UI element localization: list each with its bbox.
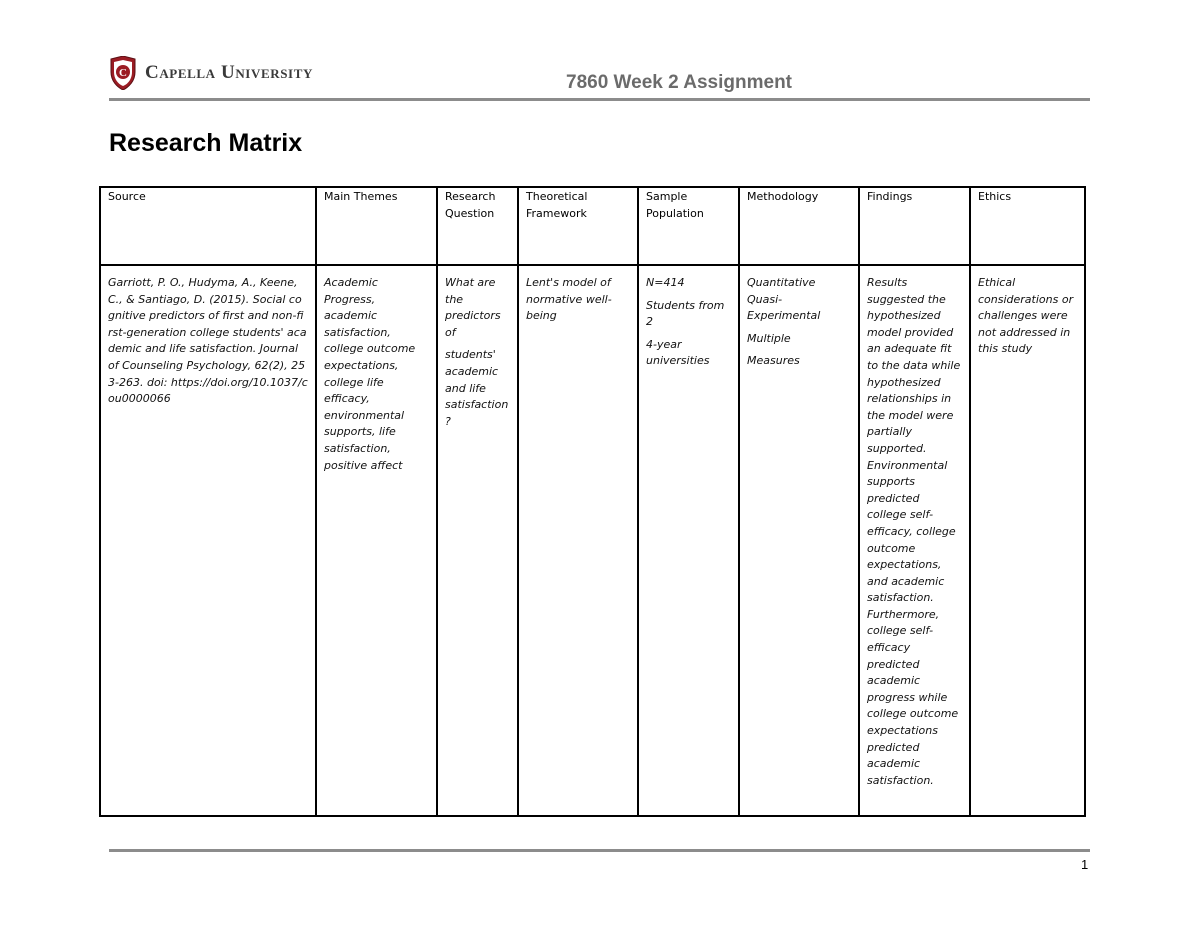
header-divider [109,98,1090,101]
header-sample-population: Sample Population [638,187,739,265]
header-methodology: Methodology [739,187,859,265]
cell-source: Garriott, P. O., Hudyma, A., Keene, C., & Santiago, D. (2015). Social cognitive predictors of first and non-first-generation college students' academic and life satisfaction. Journal of Counseling Psychology, 62(2), 253-263. doi: https://doi.org/10.1037/cou0000066 [100,265,316,816]
cell-sample-population: N=414 Students from 2 4-year universities [638,265,739,816]
svg-text:C: C [119,67,127,79]
header-main-themes: Main Themes [316,187,437,265]
cell-theoretical-framework: Lent's model of normative well-being [518,265,638,816]
footer-divider [109,849,1090,852]
table-header-row [100,187,1085,265]
research-matrix-table [99,186,1086,817]
document-title: 7860 Week 2 Assignment [566,72,792,93]
cell-findings: Results suggested the hypothesized model provided an adequate fit to the data while hypothesized relationships in the model were partially supported. Environmental supports predicted college self-efficacy, college outcome expectations, and academic satisfaction. Furthermore, college self-efficacy predicted academic progress while college outcome expectations predicted academic satisfaction. [859,265,970,816]
header-research-question: Research Question [437,187,518,265]
page-number: 1 [1081,857,1089,872]
header-findings: Findings [859,187,970,265]
cell-main-themes: Academic Progress, academic satisfaction, college outcome expectations, college life efficacy, environmental supports, life satisfaction, positive affect [316,265,437,816]
cell-methodology: Quantitative Quasi-Experimental Multiple Measures [739,265,859,816]
header-ethics: Ethics [970,187,1085,265]
cell-research-question: What are the predictors of students' academic and life satisfaction? [437,265,518,816]
header-theoretical-framework: Theoretical Framework [518,187,638,265]
capella-shield-icon [109,56,137,90]
cell-ethics: Ethical considerations or challenges were not addressed in this study [970,265,1085,816]
logo-wordmark: Capella University [145,62,313,83]
header-source: Source [100,187,316,265]
logo [109,56,313,90]
table-row [100,265,1085,816]
section-title: Research Matrix [109,129,303,157]
